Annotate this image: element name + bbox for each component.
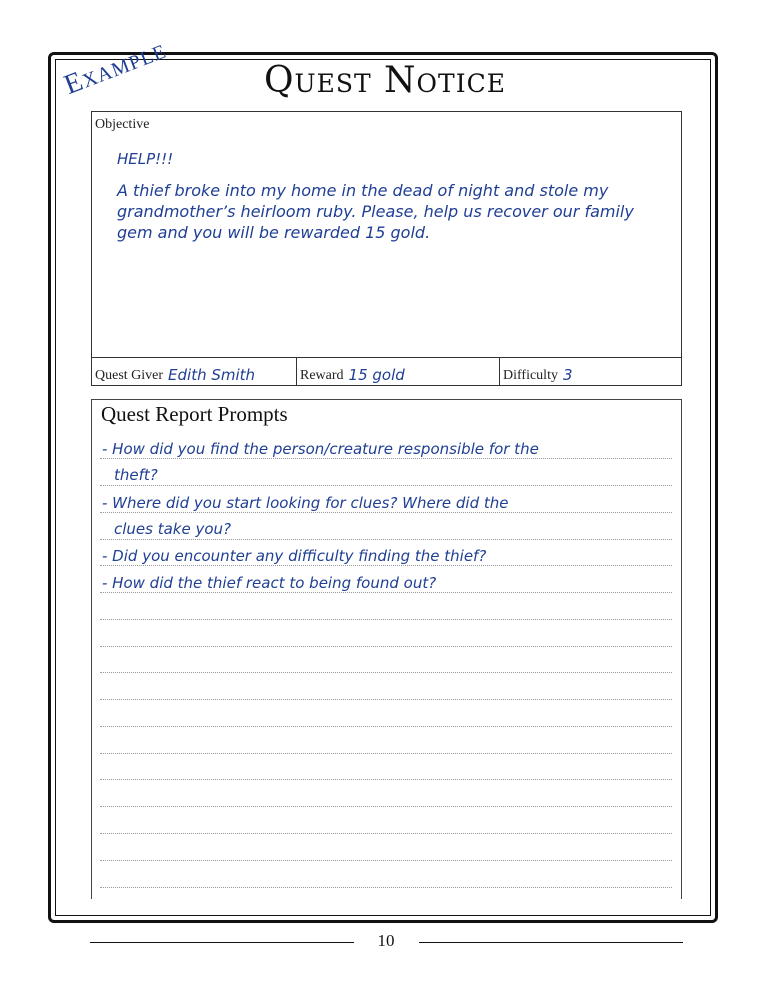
prompt-line: theft? (114, 466, 158, 484)
page-number: 10 (377, 931, 395, 950)
quest-giver-cell (92, 358, 297, 385)
quest-giver-label: Quest Giver (95, 368, 164, 383)
ruled-line (100, 726, 672, 727)
ruled-line (100, 887, 672, 888)
ruled-line (100, 539, 672, 540)
ruled-line (100, 779, 672, 780)
objective-box (91, 111, 682, 358)
quest-giver-value: Edith Smith (168, 366, 256, 384)
prompt-line: - How did you find the person/creature responsible for the (102, 440, 539, 458)
ruled-line (100, 619, 672, 620)
reward-label: Reward (300, 368, 344, 383)
ruled-line (100, 512, 672, 513)
footer-rule-right (419, 942, 683, 943)
difficulty-label: Difficulty (503, 368, 558, 383)
quest-info-row (91, 358, 682, 386)
ruled-line (100, 672, 672, 673)
ruled-line (100, 485, 672, 486)
ruled-line (100, 699, 672, 700)
ruled-line (100, 753, 672, 754)
objective-label: Objective (95, 117, 150, 132)
objective-heading: HELP!!! (117, 150, 174, 168)
prompt-line: - Where did you start looking for clues? Where did the (102, 494, 509, 512)
ruled-line (100, 646, 672, 647)
difficulty-cell (500, 358, 681, 385)
prompt-line: - How did the thief react to being found out? (102, 574, 437, 592)
ruled-line (100, 565, 672, 566)
reward-value: 15 gold (348, 366, 405, 384)
objective-body: A thief broke into my home in the dead of night and stole my grandmother’s heirloom ruby. Please, help us recover our family gem and you will be rewarded 15 gold. (117, 181, 634, 242)
difficulty-value: 3 (562, 366, 573, 384)
quest-report-title: Quest Report Prompts (101, 402, 288, 426)
reward-cell (297, 358, 500, 385)
prompt-line: clues take you? (114, 520, 232, 538)
page-title: Quest Notice (263, 60, 506, 101)
prompt-line: - Did you encounter any difficulty finding the thief? (102, 547, 487, 565)
footer-rule-left (90, 942, 354, 943)
ruled-line (100, 833, 672, 834)
quest-report-box (91, 399, 682, 899)
ruled-line (100, 458, 672, 459)
example-stamp: Example (60, 33, 171, 101)
ruled-line (100, 860, 672, 861)
ruled-line (100, 806, 672, 807)
ruled-line (100, 592, 672, 593)
